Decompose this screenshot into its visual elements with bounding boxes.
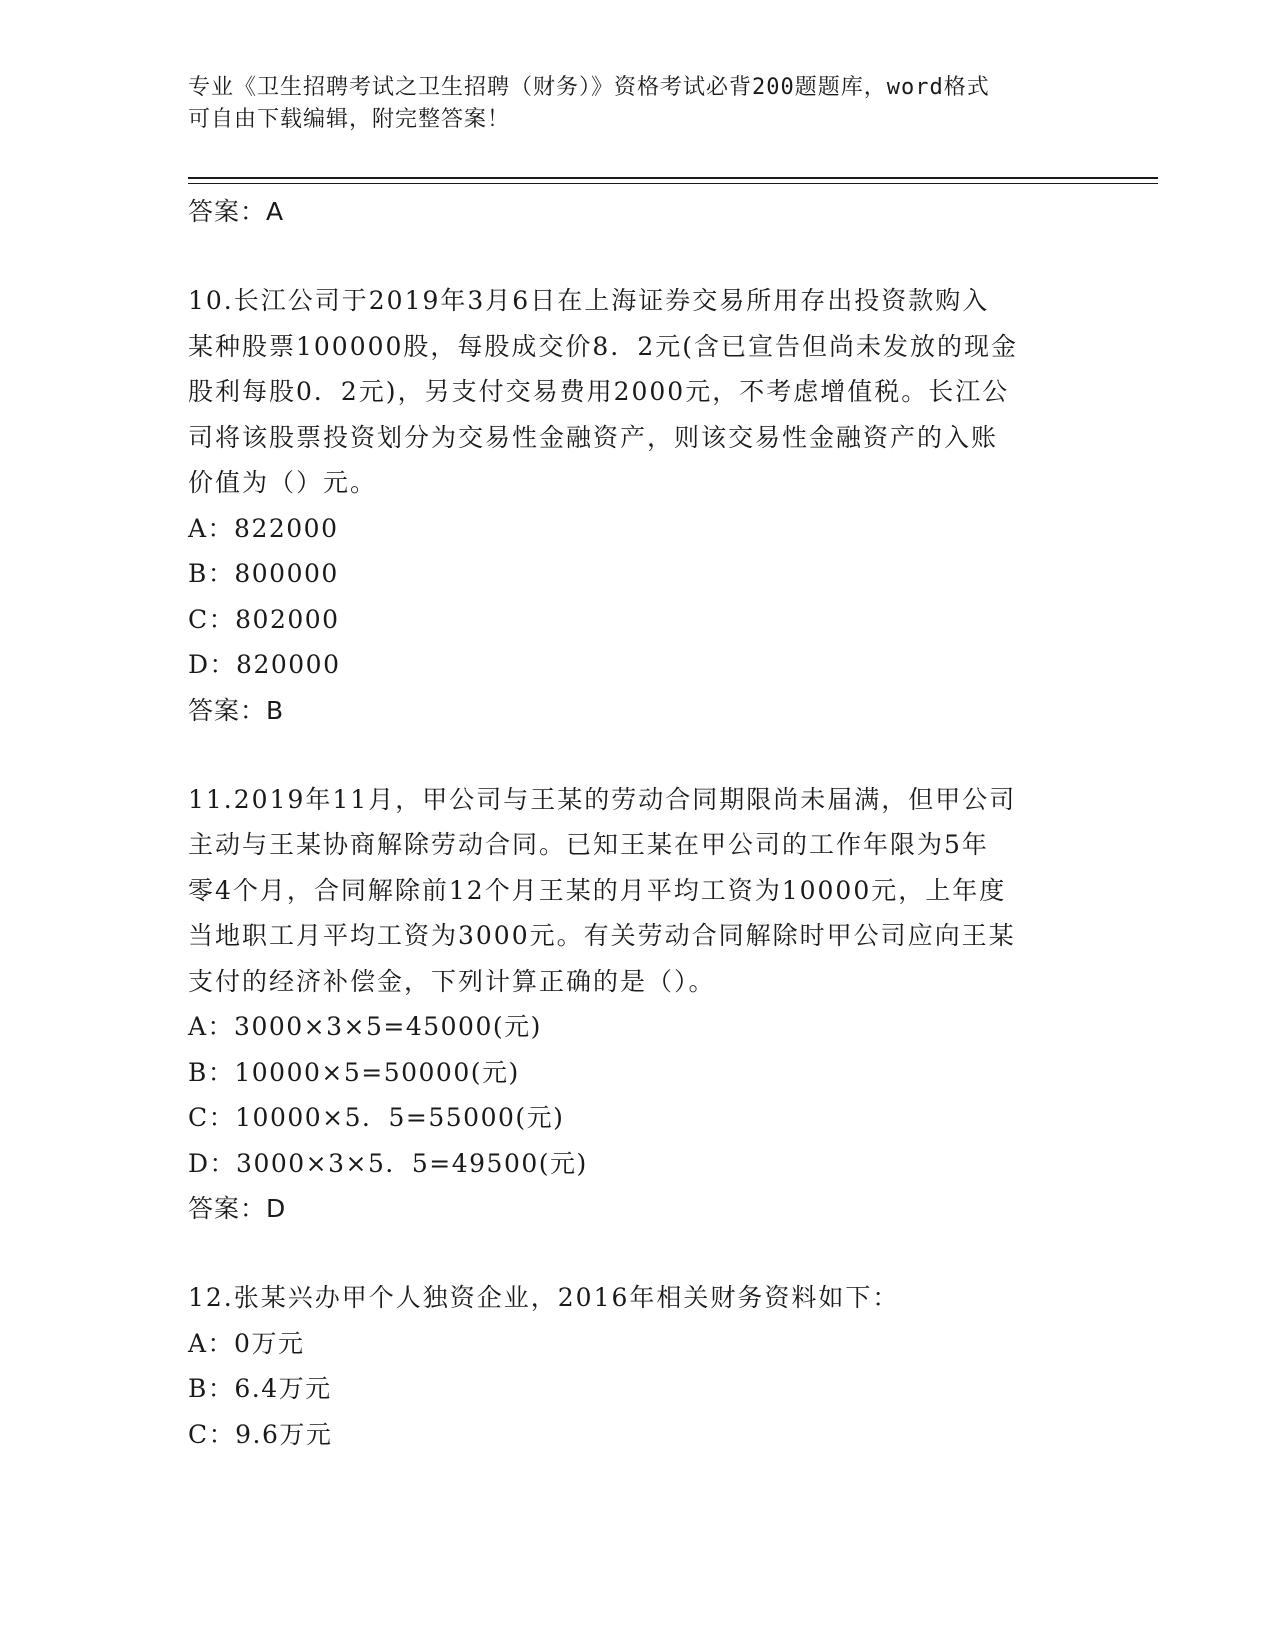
option-a: A：822000 — [188, 513, 339, 543]
question-stem — [188, 1275, 1078, 1321]
stem-line: 当地职工月平均工资为3000元。有关劳动合同解除时甲公司应向王某 — [188, 921, 1016, 950]
option-a: A：0万元 — [188, 1328, 305, 1358]
header-line-2: 可自由下载编辑，附完整答案！ — [188, 107, 511, 132]
stem-line: 股利每股0．2元)，另支付交易费用2000元，不考虑增值税。长江公 — [188, 377, 1010, 406]
answer: 答案：D — [188, 1194, 287, 1223]
previous-answer: 答案：A — [188, 197, 285, 226]
option-a: A：3000×3×5=45000(元) — [188, 1012, 542, 1041]
stem-line: 主动与王某协商解除劳动合同。已知王某在甲公司的工作年限为5年 — [188, 830, 989, 859]
stem-line: 零4个月，合同解除前12个月王某的月平均工资为10000元，上年度 — [188, 875, 1007, 905]
question-11 — [188, 777, 1078, 1233]
stem-line: 某种股票100000股，每股成交价8．2元(含已宣告但尚未发放的现金 — [188, 331, 1019, 361]
option-c: C：9.6万元 — [188, 1419, 333, 1449]
question-stem — [188, 777, 1078, 1005]
stem-line: 10.长江公司于2019年3月6日在上海证券交易所用存出投资款购入 — [188, 286, 990, 315]
stem-line: 11.2019年11月，甲公司与王某的劳动合同期限尚未届满，但甲公司 — [188, 784, 1017, 814]
answer: 答案：B — [188, 695, 285, 725]
document-body — [188, 189, 1078, 1457]
header-rule-thick — [188, 177, 1158, 179]
header-line-1: 专业《卫生招聘考试之卫生招聘（财务）》资格考试必背200题题库，word格式 — [188, 75, 990, 100]
stem-line: 司将该股票投资划分为交易性金融资产，则该交易性金融资产的入账 — [188, 422, 999, 452]
question-12 — [188, 1275, 1078, 1457]
option-c: C：10000×5．5=55000(元) — [188, 1103, 565, 1132]
spacer — [188, 235, 1078, 278]
spacer — [188, 734, 1078, 777]
document-header — [188, 72, 1088, 136]
option-c: C：802000 — [188, 604, 340, 634]
question-10 — [188, 278, 1078, 734]
spacer — [188, 1232, 1078, 1275]
stem-line: 12.张某兴办甲个人独资企业，2016年相关财务资料如下： — [188, 1283, 900, 1312]
option-b: B：6.4万元 — [188, 1374, 332, 1403]
option-b: B：800000 — [188, 559, 339, 588]
option-d: D：820000 — [188, 650, 341, 679]
question-stem — [188, 278, 1078, 506]
stem-line: 价值为（）元。 — [188, 468, 378, 497]
option-b: B：10000×5=50000(元) — [188, 1057, 520, 1087]
stem-line: 支付的经济补偿金，下列计算正确的是（）。 — [188, 966, 716, 996]
option-d: D：3000×3×5．5=49500(元) — [188, 1148, 588, 1178]
header-rule-thin — [188, 183, 1158, 184]
